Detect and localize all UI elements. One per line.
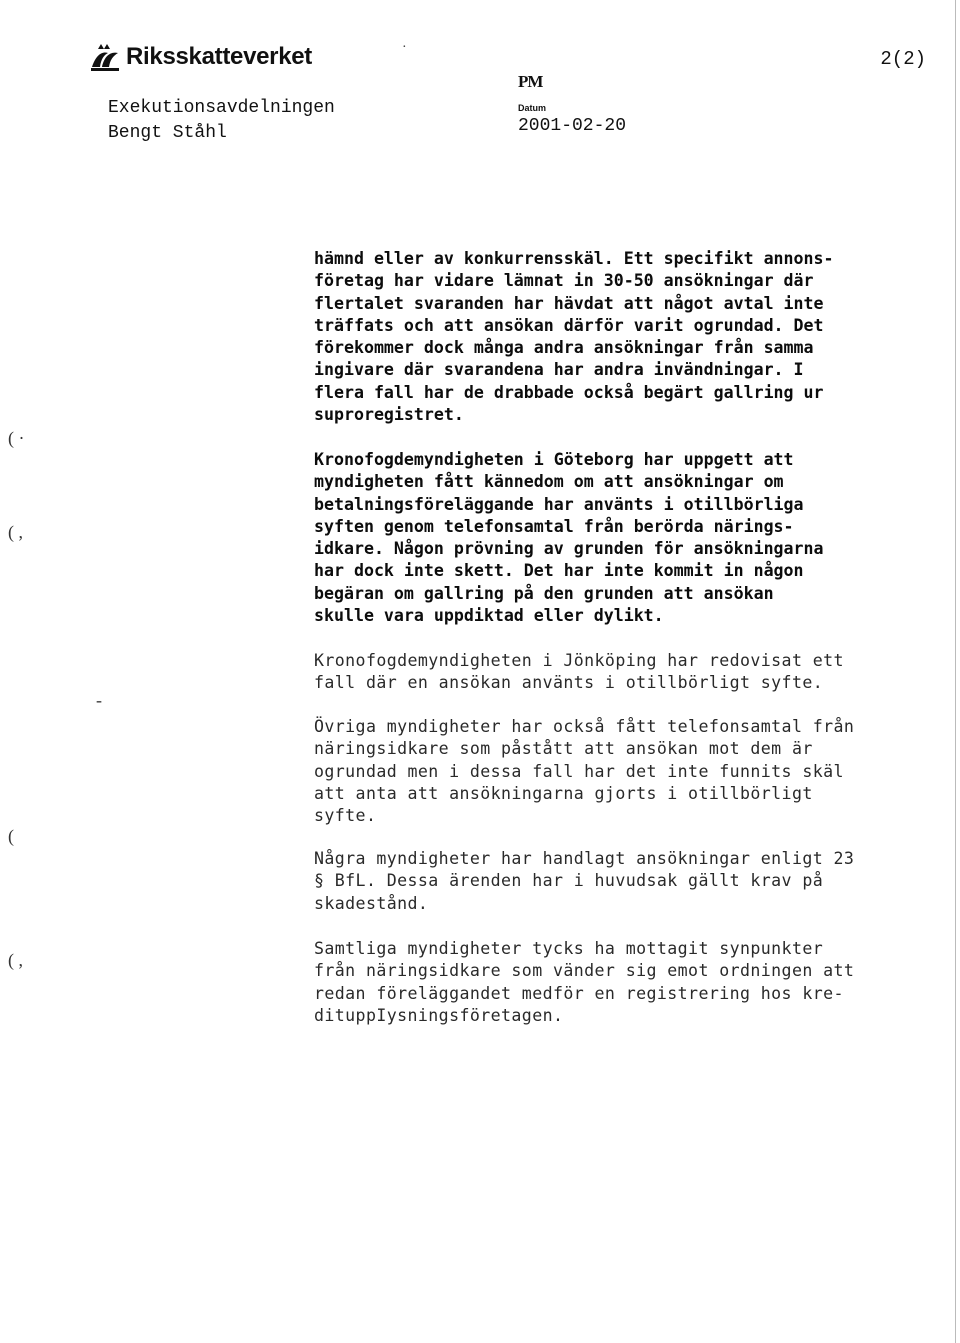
body-paragraph: hämnd eller av konkurrensskäl. Ett specifikt annons- företag har vidare lämnat in 30-50 ansökningar där flertalet svaranden har hävdat att något avtal inte träffats och att ansökan därför varit ogrundad. Det förekommer dock många andra ansökningar från samma ingivare där svarandena har andra invändningar. I flera fall har de drabbade också begärt gallring ur suproregistret. (314, 249, 834, 425)
margin-mark: - (96, 690, 102, 710)
org-name: Riksskatteverket (126, 43, 312, 70)
margin-mark: ( , (8, 950, 23, 970)
doc-type: PM (518, 72, 543, 91)
scan-speck: · (402, 40, 407, 55)
date-value: 2001-02-20 (518, 116, 627, 136)
body-paragraph: Kronofogdemyndigheten i Jönköping har redovisat ett fall där en ansökan använts i otillbörligt syfte. (314, 651, 844, 693)
margin-mark: ( , (8, 522, 23, 542)
body-paragraph: Kronofogdemyndigheten i Göteborg har uppgett att myndigheten fått kännedom om att ansökningar om betalningsföreläggande har använts i otillbörliga syften genom telefonsamtal från berörda närings- idkare. Någon prövning av grunden för ansökningarna har dock inte skett. Det har inte kommit in någon begäran om gallring på den grunden att ansökan skulle vara uppdiktad eller dylikt. (314, 450, 824, 626)
date-label: Datum (518, 103, 547, 113)
margin-mark: ( · (8, 428, 25, 448)
scan-edge (955, 0, 956, 1343)
margin-mark: ( (8, 826, 14, 846)
page-number: 2(2) (880, 48, 926, 70)
department: Exekutionsavdelningen (108, 98, 335, 118)
sender-block (108, 96, 335, 146)
body-paragraph: Samtliga myndigheter tycks ha mottagit synpunkter från näringsidkare som vänder sig emot ordningen att redan föreläggandet medför en registrering hos kre- dituppIysningsföretagen. (314, 939, 855, 1025)
body-paragraph: Några myndigheter har handlagt ansökningar enligt 23 § BfL. Dessa ärenden har i huvudsak gällt krav på skadestånd. (314, 849, 855, 913)
body-paragraph: Övriga myndigheter har också fått telefonsamtal från näringsidkare som påstått att ansökan mot dem är ogrundad men i dessa fall har det inte funnits skäl att anta att ansökningarna gjorts i otillbörligt syfte. (314, 717, 855, 826)
org-logo (88, 40, 312, 74)
crown-emblem-icon (88, 41, 122, 73)
author: Bengt Ståhl (108, 123, 227, 143)
